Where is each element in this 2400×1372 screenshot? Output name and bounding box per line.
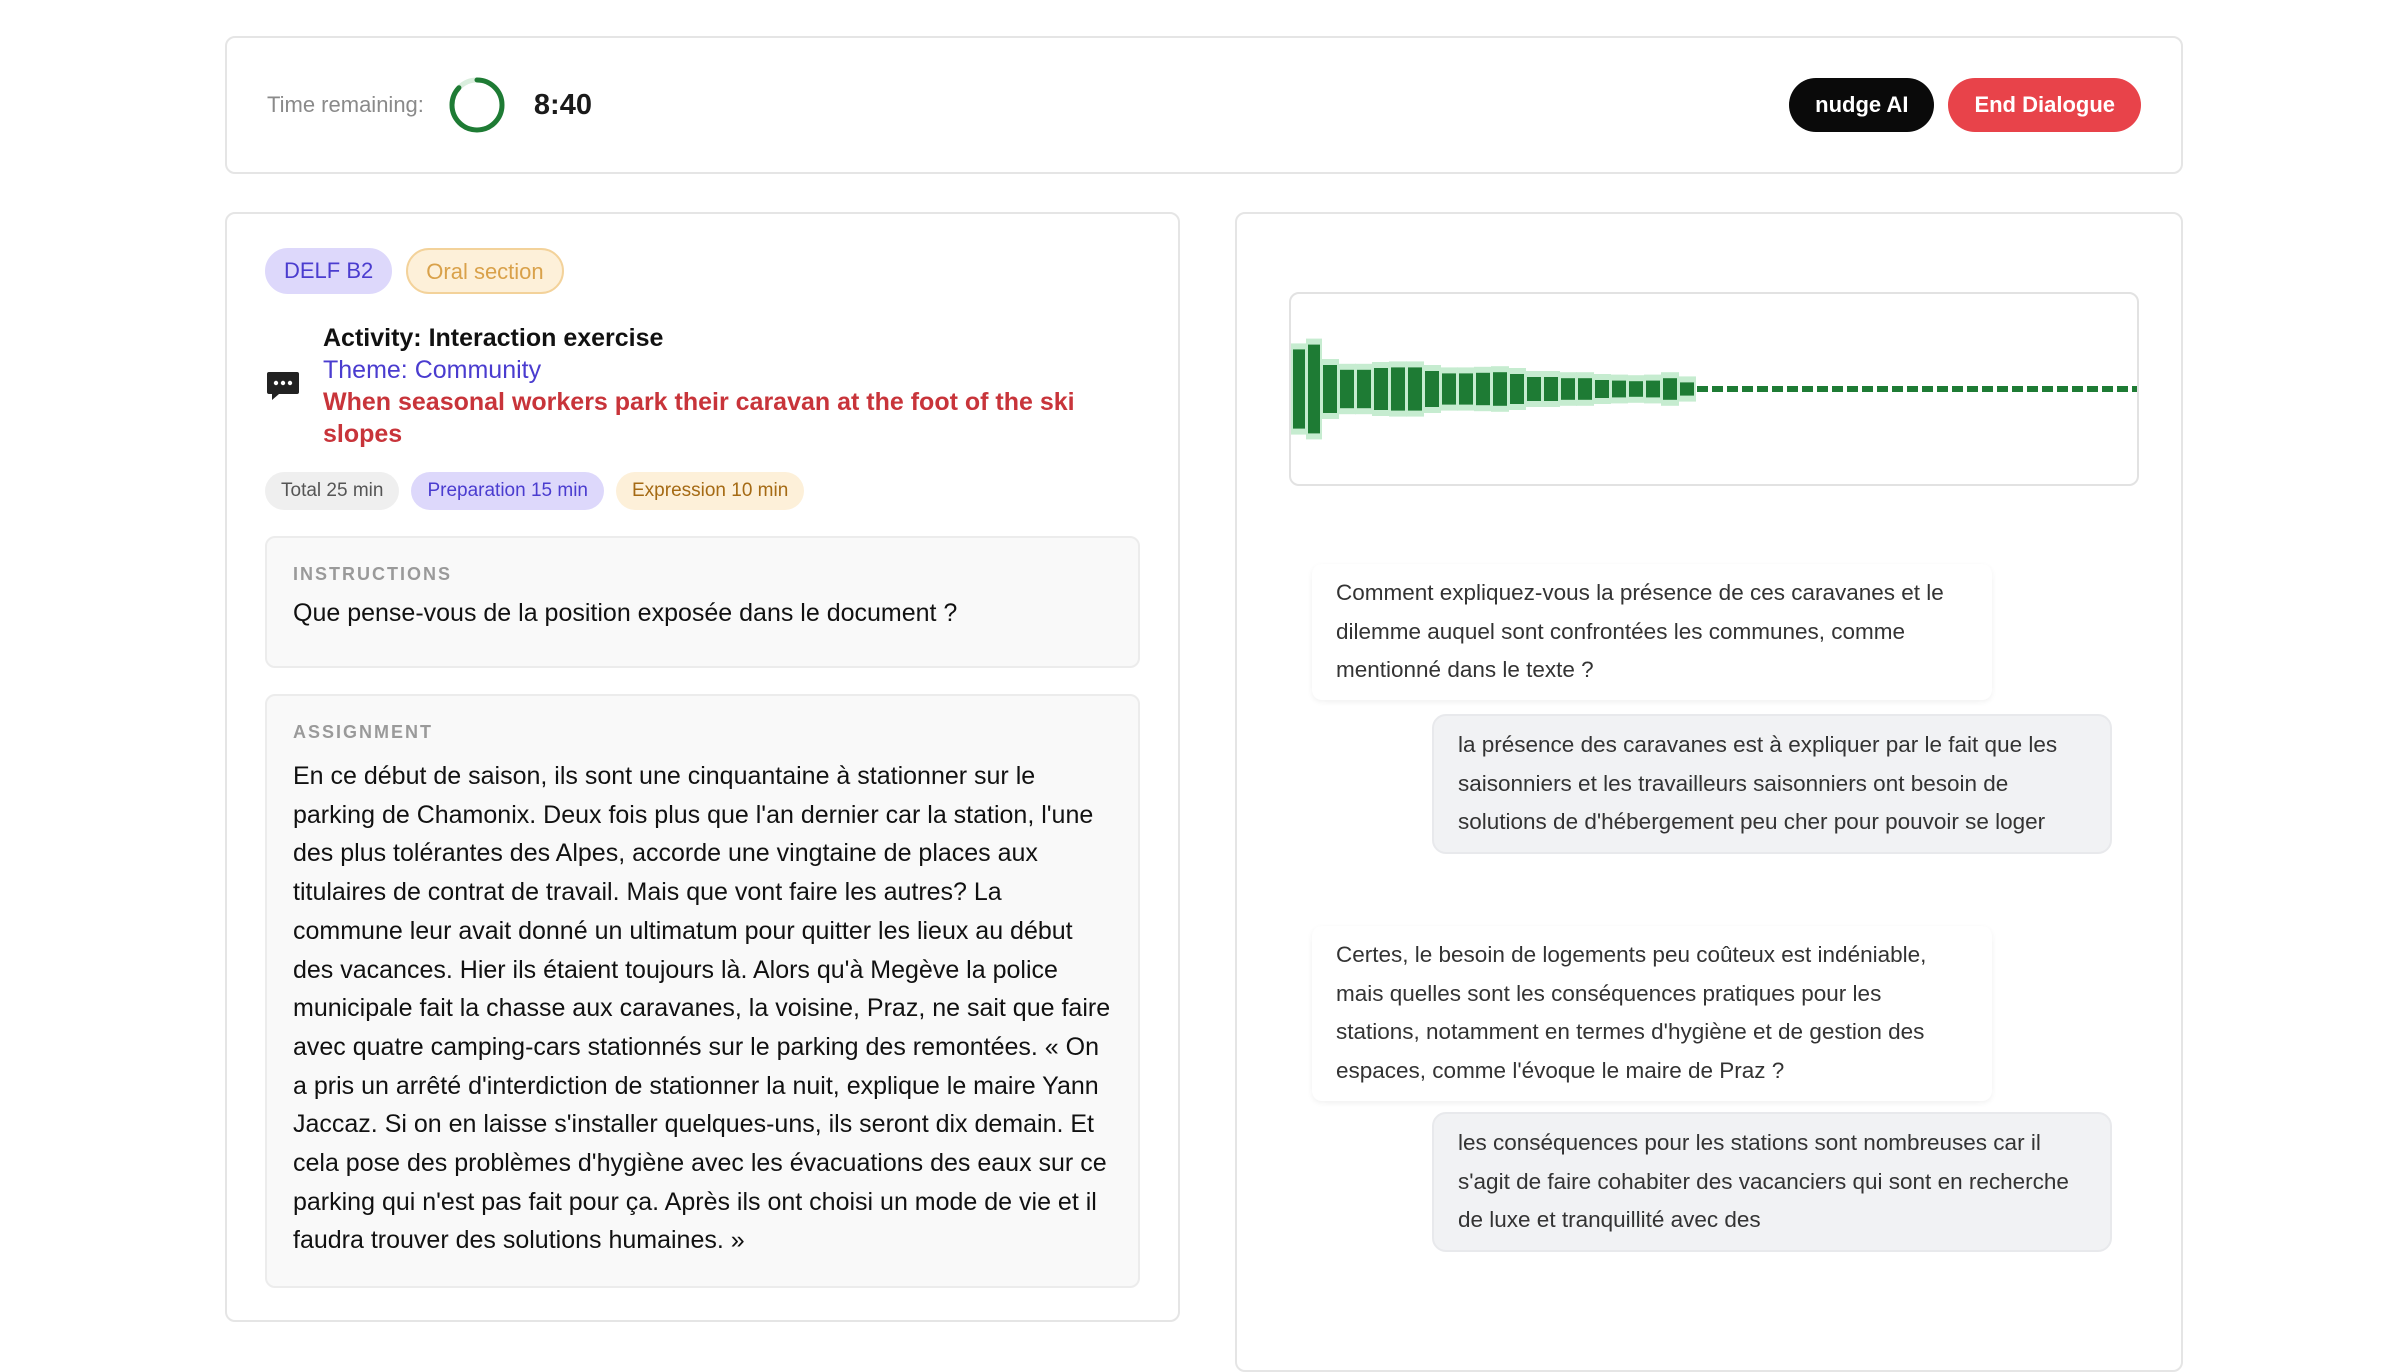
waveform-bar <box>1391 367 1405 410</box>
exam-panel <box>225 212 1180 1322</box>
waveform-dash <box>1862 386 1873 392</box>
waveform-dash <box>1922 386 1933 392</box>
waveform-bar <box>1293 349 1305 428</box>
chat-bubble-icon <box>265 368 301 404</box>
waveform-dash <box>1937 386 1948 392</box>
waveform-dash <box>1712 386 1723 392</box>
waveform-dash <box>1997 386 2008 392</box>
assignment-box <box>265 694 1140 1288</box>
waveform-dash <box>1847 386 1858 392</box>
waveform-bar <box>1561 378 1575 400</box>
activity-title: Activity: Interaction exercise <box>323 324 664 352</box>
waveform-bar <box>1425 371 1439 407</box>
waveform-bar <box>1442 373 1456 404</box>
waveform-bar <box>1476 373 1490 405</box>
waveform-dash <box>1832 386 1843 392</box>
waveform-bar <box>1646 381 1660 398</box>
waveform-bar <box>1510 374 1524 404</box>
waveform-dash <box>1802 386 1813 392</box>
duration-tags <box>265 472 1140 510</box>
waveform-dash <box>2072 386 2083 392</box>
activity-theme: Theme: Community <box>323 356 542 384</box>
waveform-dash <box>2012 386 2023 392</box>
waveform-dash <box>1907 386 1918 392</box>
waveform-dash <box>2087 386 2098 392</box>
waveform-dash <box>2132 386 2139 392</box>
user-message: la présence des caravanes est à expliquer par le fait que les saisonniers et les travailleurs saisonniers ont besoin de solutions de d'hébergement peu cher pour pouvoir se loger <box>1432 714 2112 854</box>
waveform-bar <box>1612 381 1626 398</box>
waveform-dash <box>2117 386 2128 392</box>
ai-message: Certes, le besoin de logements peu coûteux est indéniable, mais quelles sont les conséquences pratiques pour les stations, notamment en termes d'hygiène et de gestion des espaces, comme l'évoque le maire de Praz ? <box>1312 926 1992 1101</box>
duration-expression: Expression 10 min <box>616 472 804 510</box>
waveform-dash <box>1787 386 1798 392</box>
dialogue-panel <box>1235 212 2183 1372</box>
waveform-bar <box>1340 370 1354 408</box>
waveform-bar <box>1680 382 1694 395</box>
assignment-text: En ce début de saison, ils sont une cinquantaine à stationner sur le parking de Chamonix. Deux fois plus que l'an dernier car la station, l'une des plus tolérantes des Alpes, accorde une vingtaine de places aux titulaires de contrat de travail. Mais que vont faire les autres? La commune leur avait donné un ultimatum pour quitter les lieux au début des vacances. Hier ils étaient toujours là. Alors qu'à Megève la police municipale fait la chasse aux caravanes, la voisine, Praz, ne sait que faire avec quatre camping-cars stationnés sur le parking des remontées. « On a pris un arrêté d'interdiction de stationner la nuit, explique le maire Yann Jaccaz. Si on en laisse s'installer quelques-uns, ils seront dix demain. Et cela pose des problèmes d'hygiène avec les évacuations des eaux sur ce parking qui n'est pas fait pour ça. Après ils ont choisi un mode de vie et il faudra trouver des solutions humaines. » <box>293 762 1111 1255</box>
waveform-bar <box>1629 381 1643 397</box>
waveform-dash <box>1772 386 1783 392</box>
timer-bar <box>225 36 2183 174</box>
waveform-dash <box>1817 386 1828 392</box>
duration-total: Total 25 min <box>265 472 399 510</box>
user-message: les conséquences pour les stations sont nombreuses car il s'agit de faire cohabiter des vacanciers qui sont en recherche de luxe et tranquillité avec des <box>1432 1112 2112 1252</box>
waveform-bar <box>1308 345 1320 434</box>
waveform-dash <box>1982 386 1993 392</box>
waveform-bar <box>1459 373 1473 404</box>
waveform-bar <box>1493 372 1507 406</box>
activity-subtitle: When seasonal workers park their caravan at the foot of the ski slopes <box>323 388 1075 448</box>
waveform-graphic <box>1291 294 2139 486</box>
waveform-dash <box>2042 386 2053 392</box>
waveform-dash <box>2027 386 2038 392</box>
instructions-label: INSTRUCTIONS <box>293 564 452 584</box>
waveform-bar <box>1408 367 1422 410</box>
waveform-bar <box>1357 370 1371 408</box>
exam-tags <box>265 248 1140 294</box>
waveform-bar <box>1374 368 1388 410</box>
waveform-dash <box>1892 386 1903 392</box>
activity-text <box>323 322 1140 450</box>
activity-header <box>265 322 1140 450</box>
end-dialogue-button[interactable]: End Dialogue <box>1948 78 2141 132</box>
waveform-dash <box>1952 386 1963 392</box>
waveform-dash <box>1877 386 1888 392</box>
section-tag: Oral section <box>406 248 563 294</box>
audio-waveform <box>1289 292 2139 486</box>
waveform-dash <box>1967 386 1978 392</box>
waveform-bar <box>1544 377 1558 401</box>
header-actions <box>1789 78 2141 132</box>
waveform-dash <box>2102 386 2113 392</box>
waveform-bar <box>1578 378 1592 400</box>
ai-message: Comment expliquez-vous la présence de ces caravanes et le dilemme auquel sont confrontées les communes, comme mentionné dans le texte ? <box>1312 564 1992 700</box>
waveform-dash <box>1757 386 1768 392</box>
level-tag: DELF B2 <box>265 248 392 294</box>
waveform-dash <box>1727 386 1738 392</box>
assignment-label: ASSIGNMENT <box>293 722 434 742</box>
waveform-dash <box>2057 386 2068 392</box>
instructions-text: Que pense-vous de la position exposée dans le document ? <box>293 599 958 627</box>
duration-preparation: Preparation 15 min <box>411 472 604 510</box>
time-remaining-label: Time remaining: <box>267 92 424 117</box>
instructions-box <box>265 536 1140 668</box>
waveform-bar <box>1663 378 1677 400</box>
waveform-bar <box>1595 380 1609 398</box>
nudge-ai-button[interactable]: nudge AI <box>1789 78 1934 132</box>
waveform-dash <box>1742 386 1753 392</box>
waveform-dash <box>1697 386 1708 392</box>
waveform-bar <box>1527 377 1541 401</box>
time-remaining-value: 8:40 <box>533 88 592 121</box>
timer-ring-icon <box>448 76 506 134</box>
waveform-bar <box>1323 365 1337 413</box>
